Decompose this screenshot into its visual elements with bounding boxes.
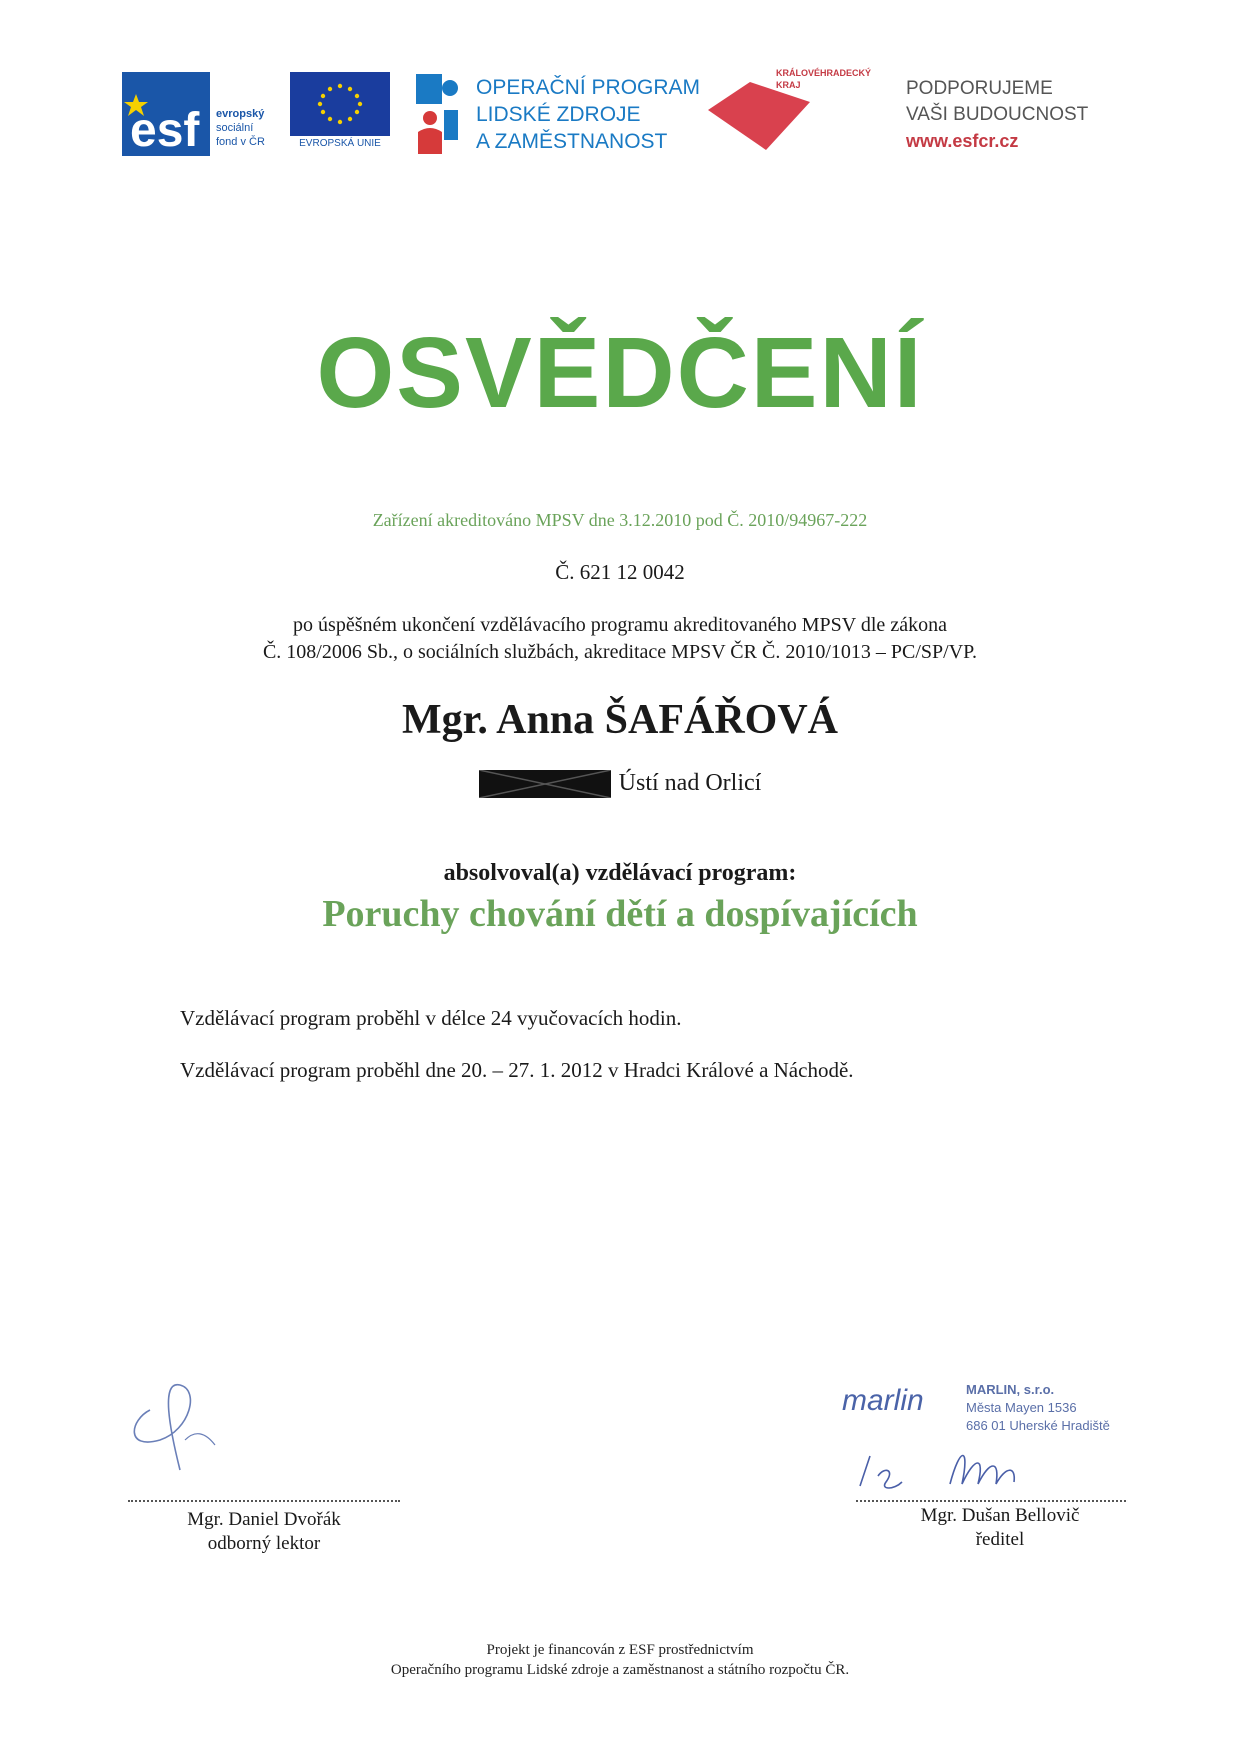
signature-line-right: [856, 1500, 1126, 1502]
slogan: [906, 76, 1126, 154]
signatory-left-name: Mgr. Daniel Dvořák: [187, 1509, 341, 1530]
program-basis-line-1: po úspěšném ukončení vzdělávacího programu akreditovaného MPSV dle zákona: [293, 614, 947, 636]
signatory-right-role: ředitel: [975, 1529, 1025, 1550]
redacted-block: [479, 770, 611, 798]
signature-right: [850, 1436, 1090, 1500]
esf-logo: [122, 72, 282, 156]
kraj-logo: [706, 66, 896, 156]
company-stamp: [842, 1356, 1142, 1446]
kraj-line-2: KRAJ: [776, 80, 801, 90]
signatory-right-name: Mgr. Dušan Bellovič: [920, 1505, 1080, 1526]
esf-mark: esf: [130, 104, 200, 156]
esf-line-3: fond v ČR: [216, 136, 265, 148]
info-dates: Vzdělávací program proběhl dne 20. – 27. 1. 2012 v Hradci Králové a Náchodě.: [180, 1058, 854, 1082]
stamp-company: MARLIN, s.r.o.: [966, 1382, 1055, 1397]
program-name: Poruchy chování dětí a dospívajících: [322, 893, 918, 935]
recipient-name: Mgr. Anna ŠAFÁŘOVÁ: [402, 697, 838, 743]
signatory-left: [128, 1508, 400, 1556]
op-line-3: A ZAMĚSTNANOST: [476, 130, 668, 153]
signature-line-left: [128, 1500, 400, 1502]
signature-left: [120, 1370, 310, 1480]
completed-label: absolvoval(a) vzdělávací program:: [443, 860, 797, 886]
stamp-street: Města Mayen 1536: [966, 1400, 1077, 1415]
accreditation-note: Zařízení akreditováno MPSV dne 3.12.2010 pod Č. 2010/94967-222: [372, 510, 868, 530]
op-line-2: LIDSKÉ ZDROJE: [476, 103, 641, 126]
kraj-line-1: KRÁLOVÉHRADECKÝ: [776, 68, 872, 78]
op-line-1: OPERAČNÍ PROGRAM: [476, 76, 701, 99]
program-basis: [0, 612, 1240, 666]
footer-line-2: Operačního programu Lidské zdroje a zaměstnanost a státního rozpočtu ČR.: [390, 1662, 850, 1678]
eu-caption: EVROPSKÁ UNIE: [299, 138, 381, 149]
slogan-url[interactable]: www.esfcr.cz: [906, 131, 1019, 151]
info-hours: Vzdělávací program proběhl v délce 24 vyučovacích hodin.: [180, 1006, 682, 1030]
stamp-city: 686 01 Uherské Hradiště: [966, 1418, 1110, 1433]
op-lzz-logo: [414, 70, 704, 154]
signatory-left-role: odborný lektor: [207, 1533, 321, 1554]
esf-emblem: [122, 72, 210, 156]
puzzle-figure-icon: [414, 70, 466, 154]
recipient-town: Ústí nad Orlicí: [618, 770, 762, 796]
slogan-line-2: VAŠI BUDOUCNOST: [906, 104, 1089, 125]
eu-logo: [290, 72, 390, 156]
stamp-brand: marlin: [842, 1384, 924, 1417]
footer-line-1: Projekt je financován z ESF prostřednictvím: [486, 1642, 754, 1658]
signatory-right: [900, 1504, 1100, 1552]
esf-line-1: evropský: [216, 108, 265, 120]
certificate-title: OSVĚDČENÍ: [316, 317, 924, 429]
eu-flag: [290, 72, 390, 136]
slogan-line-1: PODPORUJEME: [906, 78, 1053, 99]
program-basis-line-2: Č. 108/2006 Sb., o sociálních službách, akreditace MPSV ČR Č. 2010/1013 – PC/SP/VP.: [262, 641, 978, 663]
esf-line-2: sociální: [216, 122, 254, 134]
certificate-number: Č. 621 12 0042: [555, 560, 685, 584]
recipient-address: [0, 770, 1240, 798]
funding-footer: [0, 1640, 1240, 1680]
